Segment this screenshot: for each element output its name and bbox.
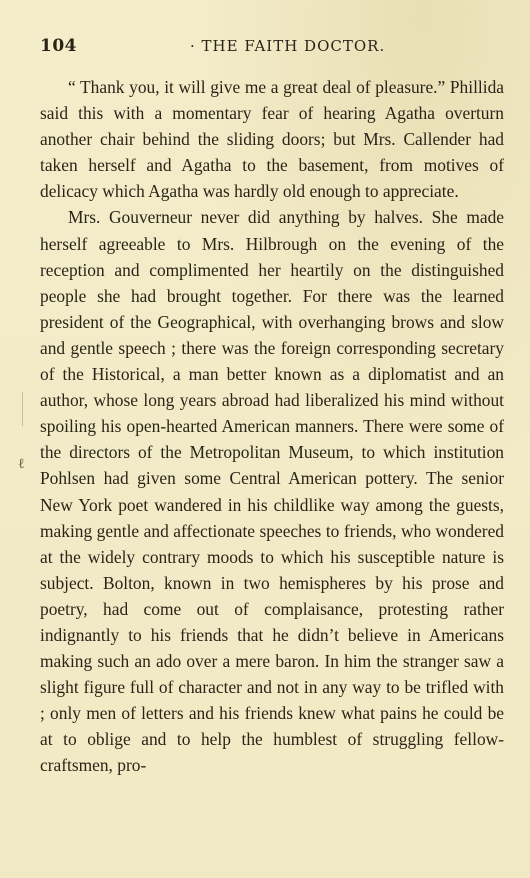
margin-pencil-stroke	[22, 392, 23, 426]
running-title: · THE FAITH DOCTOR.	[190, 37, 386, 55]
page-number: 104	[40, 36, 77, 56]
margin-mark: ℓ	[18, 456, 25, 472]
paragraph-1: “ Thank you, it will give me a great deal of pleasure.” Phillida said this with a momentary fear of hearing Agatha overturn another chair behind the sliding doors; but Mrs. Callender had taken herself and Agatha to the basement, from motives of delicacy which Agatha was hardly old enough to appreciate.	[40, 77, 504, 202]
body-text	[40, 74, 504, 779]
paragraph-2: Mrs. Gouverneur never did anything by halves. She made herself agreeable to Mrs. Hilbrough on the evening of the reception and complimented her heartily on the distinguished people she had brought together. For there was the learned president of the Geographical, with overhanging brows and slow and gentle speech ; there was the foreign corresponding secretary of the Historical, a man better known as a diplomatist and an author, whose long years abroad had liberalized his mind without spoiling his open-hearted American manners. There were some of the directors of the Metropolitan Museum, to which institution Pohlsen had given some Central American pottery. The senior New York poet wandered in his childlike way among the guests, making gentle and affectionate speeches to friends, who wondered at the widely contrary moods to which his susceptible nature is subject. Bolton, known in two hemispheres by his prose and poetry, had come out of complaisance, protesting rather indignantly to his friends that he didn’t believe in Americans making such an ado over a mere baron. In him the stranger saw a slight figure full of character and not in any way to be trifled with ; only men of letters and his friends knew what pains he could be at to oblige and to help the humblest of struggling fellow-craftsmen, pro-	[40, 207, 504, 776]
page-header	[40, 36, 498, 62]
